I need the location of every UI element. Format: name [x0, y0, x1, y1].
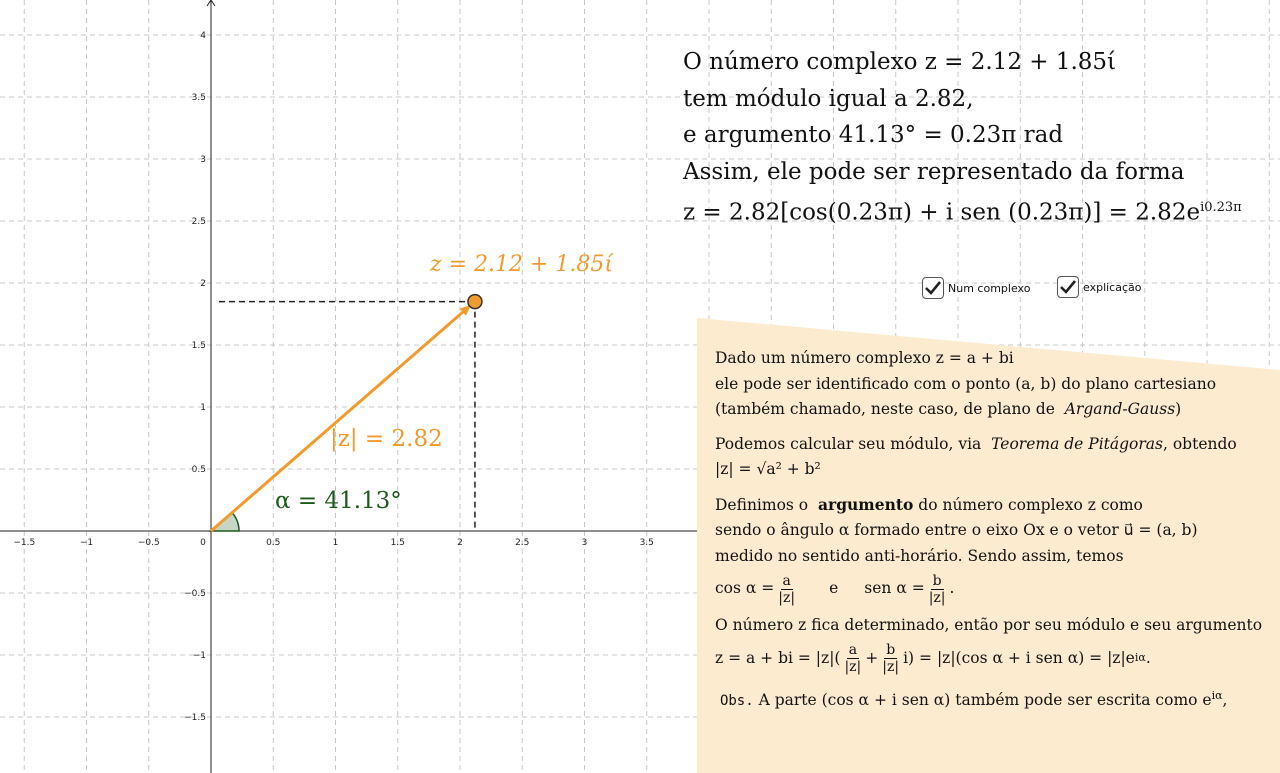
panel-line-6-prefix: Definimos o [715, 495, 809, 514]
obs-exponent: iα [1211, 688, 1223, 702]
x-tick-label: 0 [200, 538, 206, 548]
polar-fraction-b-den: |z| [882, 659, 900, 675]
panel-line-4 [715, 432, 1280, 458]
x-tick-label: 1 [332, 538, 339, 548]
cos-numerator: a [782, 572, 791, 589]
explanation-line-3: e argumento 41.13° = 0.23π rad [683, 122, 1064, 148]
panel-line-6-suffix: do número complexo z como [918, 495, 1143, 514]
sin-numerator: b [932, 572, 942, 589]
y-tick-label: 3.5 [191, 93, 206, 103]
y-tick-label: −0.5 [184, 589, 206, 599]
sin-denominator: |z| [928, 589, 946, 606]
x-tick-label: 3 [581, 538, 588, 548]
exponential-form-exponent: i0.23π [1200, 200, 1242, 215]
panel-line-4-suffix: , obtendo [1162, 434, 1237, 453]
panel-line-3-prefix: (também chamado, neste caso, de plano de [715, 400, 1055, 418]
cos-fraction [776, 573, 797, 606]
polar-rhs: i) = |z|(cos α + i sen α) = |z|e [903, 648, 1135, 667]
y-tick-label: 0.5 [191, 465, 206, 475]
checkbox-num-complexo[interactable] [922, 277, 1030, 299]
polar-fraction-a-num: a [848, 642, 858, 658]
checkbox-explicacao[interactable] [1057, 276, 1142, 298]
y-tick-label: 1 [200, 403, 206, 413]
x-tick-label: −1 [79, 538, 94, 548]
point-z [468, 295, 482, 309]
y-tick-label: −1.5 [184, 713, 206, 723]
obs-line [715, 683, 1280, 715]
panel-line-10: O número z fica determinado, então por seu módulo e seu argumento [715, 616, 1263, 634]
x-tick-label: −0.5 [137, 538, 160, 548]
x-tick-label: 2 [457, 538, 463, 548]
x-tick-label: 1.5 [390, 538, 405, 548]
trig-formulas [715, 569, 1280, 609]
panel-line-3-suffix: ) [1175, 400, 1182, 418]
exponential-form: z = 2.82[cos(0.23π) + i sen (0.23π)] = 2.82e [683, 199, 1201, 226]
panel-line-1: Dado um número complexo z = a + bi [715, 349, 1014, 367]
point-label[interactable]: z = 2.12 + 1.85ί [430, 252, 614, 277]
angle-label[interactable]: α = 41.13° [275, 488, 402, 514]
panel-line-4-prefix: Podemos calcular seu módulo, via [715, 434, 982, 453]
y-tick-labels [184, 31, 206, 723]
argand-gauss-term: Argand-Gauss [1064, 400, 1176, 418]
obs-end: , [1222, 690, 1228, 709]
y-tick-label: 3 [200, 155, 206, 165]
polar-fraction-b-num: b [886, 642, 896, 658]
x-tick-label: 0.5 [266, 538, 281, 548]
obs-label: Obs. [719, 692, 754, 709]
checkbox-explicacao-label: explicação [1083, 280, 1142, 294]
x-tick-label: 3.5 [639, 538, 654, 548]
panel-line-2: ele pode ser identificado com o ponto (a, b) do plano cartesiano [715, 374, 1217, 393]
checkbox-num-complexo-box[interactable] [922, 277, 944, 299]
x-tick-label: −1.5 [13, 538, 36, 548]
argumento-term: argumento [817, 494, 914, 514]
x-tick-label: 2.5 [515, 538, 530, 548]
modulus-label[interactable]: |z| = 2.82 [330, 426, 443, 452]
x-tick-labels [13, 538, 654, 548]
explanation-text [683, 44, 1242, 227]
polar-end: . [1145, 648, 1151, 667]
polar-plus: + [865, 648, 879, 667]
cos-lhs: cos α = [715, 579, 775, 598]
sin-end: . [949, 579, 955, 598]
y-tick-label: 2 [200, 279, 206, 289]
panel-text [715, 346, 1280, 714]
modulus-formula: |z| = √a² + b² [715, 460, 821, 478]
polar-fraction-a-den: |z| [844, 659, 862, 675]
check-icon [1059, 278, 1077, 296]
y-tick-label: 2.5 [191, 217, 206, 227]
explanation-line-4: Assim, ele pode ser representado da forma [683, 158, 1185, 185]
obs-text: A parte (cos α + i sen α) também pode ser escrita como e [758, 690, 1212, 709]
y-tick-label: 1.5 [191, 341, 206, 351]
explanation-panel [697, 318, 1280, 773]
panel-line-8: medido no sentido anti-horário. Sendo assim, temos [715, 546, 1124, 565]
y-tick-label: 4 [200, 31, 206, 41]
explanation-line-5 [683, 190, 1242, 227]
checkbox-explicacao-box[interactable] [1057, 276, 1079, 298]
panel-line-3 [715, 397, 1280, 423]
polar-form-formula [715, 639, 1280, 679]
cos-denominator: |z| [778, 589, 796, 606]
conjunction: e [829, 579, 839, 598]
check-icon [924, 279, 942, 297]
polar-fraction-a [842, 642, 863, 675]
y-tick-label: −1 [192, 651, 206, 661]
checkbox-num-complexo-label: Num complexo [948, 281, 1031, 295]
explanation-line-1: O número complexo z = 2.12 + 1.85ί [683, 49, 1117, 75]
polar-fraction-b [880, 642, 901, 675]
polar-lhs: z = a + bi = |z|( [715, 648, 841, 667]
polar-exponent: iα [1134, 650, 1146, 664]
pitagoras-term: Teorema de Pitágoras [991, 434, 1163, 453]
explanation-line-2: tem módulo igual a 2.82, [683, 85, 974, 112]
sin-fraction [927, 573, 948, 606]
panel-line-7: sendo o ângulo α formado entre o eixo Ox e o vetor u⃗ = (a, b) [715, 521, 1198, 539]
panel-line-6 [715, 492, 1280, 519]
sin-lhs: sen α = [864, 579, 925, 598]
